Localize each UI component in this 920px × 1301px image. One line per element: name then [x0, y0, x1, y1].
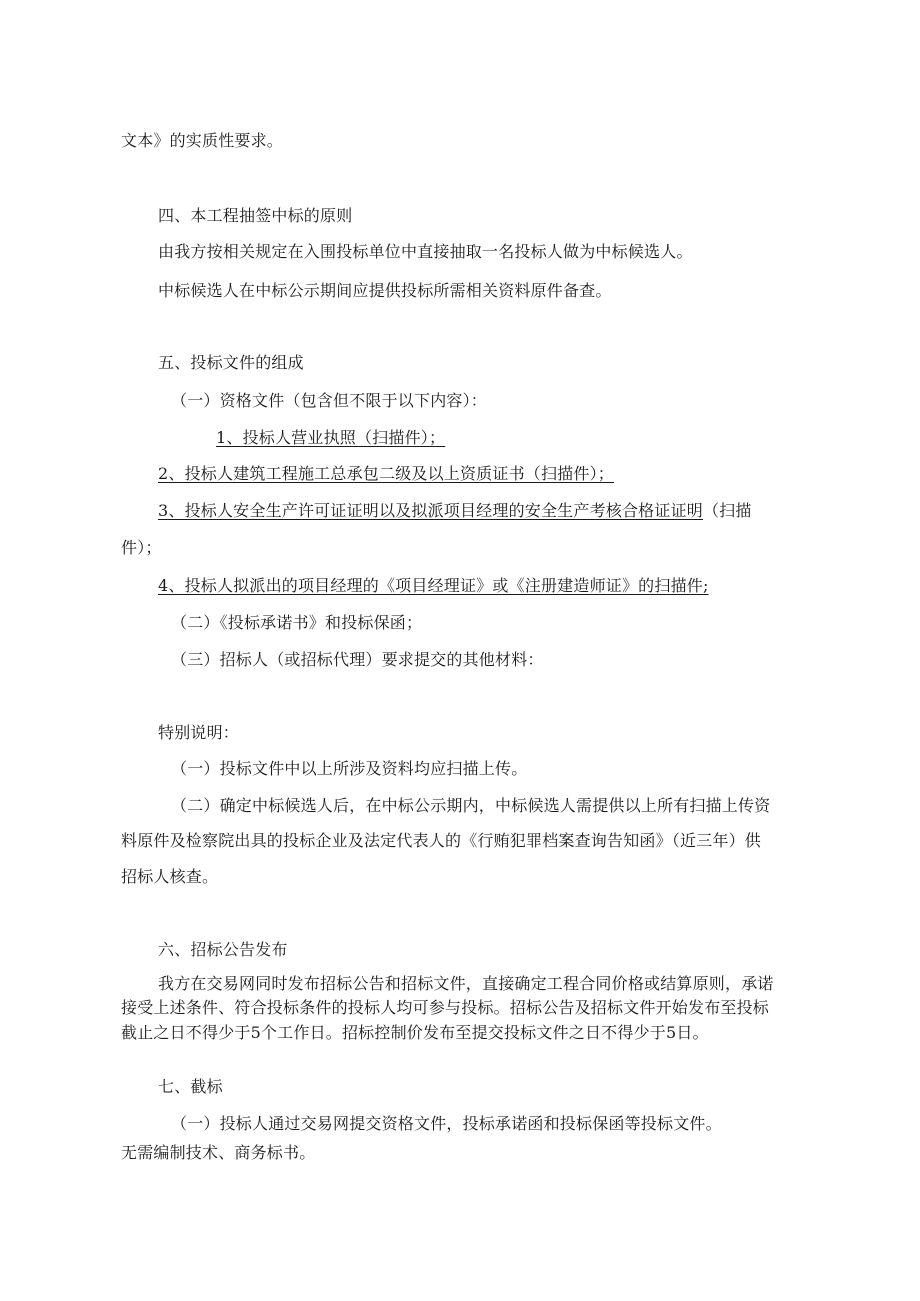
section-5-sub-1: （一）资格文件（包含但不限于以下内容）：: [171, 391, 488, 410]
section-7-paragraph-1: （一）投标人通过交易网提交资格文件，投标承诺函和投标保函等投标文件。: [171, 1114, 722, 1133]
section-5-sub-2: （二）《投标承诺书》和投标保函；: [171, 613, 423, 632]
section-4-heading: 四、本工程抽签中标的原则: [158, 206, 353, 225]
section-6-paragraph-line-1: 我方在交易网同时发布招标公告和招标文件，直接确定工程合同价格或结算原则，承诺: [158, 974, 774, 993]
special-note-1: （一）投标文件中以上所涉及资料均应扫描上传。: [171, 759, 528, 778]
section-5-item-2: 2、投标人建筑工程施工总承包二级及以上资质证书（扫描件）；: [158, 464, 614, 483]
special-note-2-line-2: 料原件及检察院出具的投标企业及法定代表人的《行贿犯罪档案查询告知函》（近三年）供: [121, 831, 762, 850]
special-note-2-line-1: （二）确定中标候选人后，在中标公示期内，中标候选人需提供以上所有扫描上传资: [171, 796, 771, 815]
section-4-paragraph-2: 中标候选人在中标公示期间应提供投标所需相关资料原件备查。: [158, 281, 612, 300]
section-6-paragraph-line-2: 接受上述条件、符合投标条件的投标人均可参与投标。招标公告及招标文件开始发布至投标: [121, 998, 770, 1017]
section-4-paragraph-1: 由我方按相关规定在入围投标单位中直接抽取一名投标人做为中标候选人。: [158, 242, 693, 261]
section-6-paragraph-line-3: 截止之日不得少于5个工作日。招标控制价发布至提交投标文件之日不得少于5日。: [121, 1023, 709, 1042]
special-note-heading: 特别说明：: [158, 723, 240, 742]
section-7-heading: 七、截标: [158, 1077, 223, 1096]
section-6-heading: 六、招标公告发布: [158, 940, 288, 959]
section-5-item-1: 1、投标人营业执照（扫描件）；: [216, 428, 446, 447]
special-note-2-line-3: 招标人核查。: [121, 867, 219, 886]
section-7-paragraph-2: 无需编制技术、商务标书。: [121, 1143, 316, 1162]
section-5-sub-3: （三）招标人（或招标代理）要求提交的其他材料：: [171, 650, 544, 669]
section-5-item-4: 4、投标人拟派出的项目经理的《项目经理证》或《注册建造师证》的扫描件;: [158, 576, 709, 595]
section-5-item-3-tail: （扫描: [702, 501, 752, 520]
section-5-heading: 五、投标文件的组成: [158, 353, 304, 372]
continued-line: 文本》的实质性要求。: [121, 131, 284, 150]
section-5-item-3-continued: 件）；: [121, 538, 162, 557]
section-5-item-3-underlined: 3、投标人安全生产许可证证明以及拟派项目经理的安全生产考核合格证证明: [158, 501, 703, 520]
section-5-item-3: [158, 501, 752, 521]
